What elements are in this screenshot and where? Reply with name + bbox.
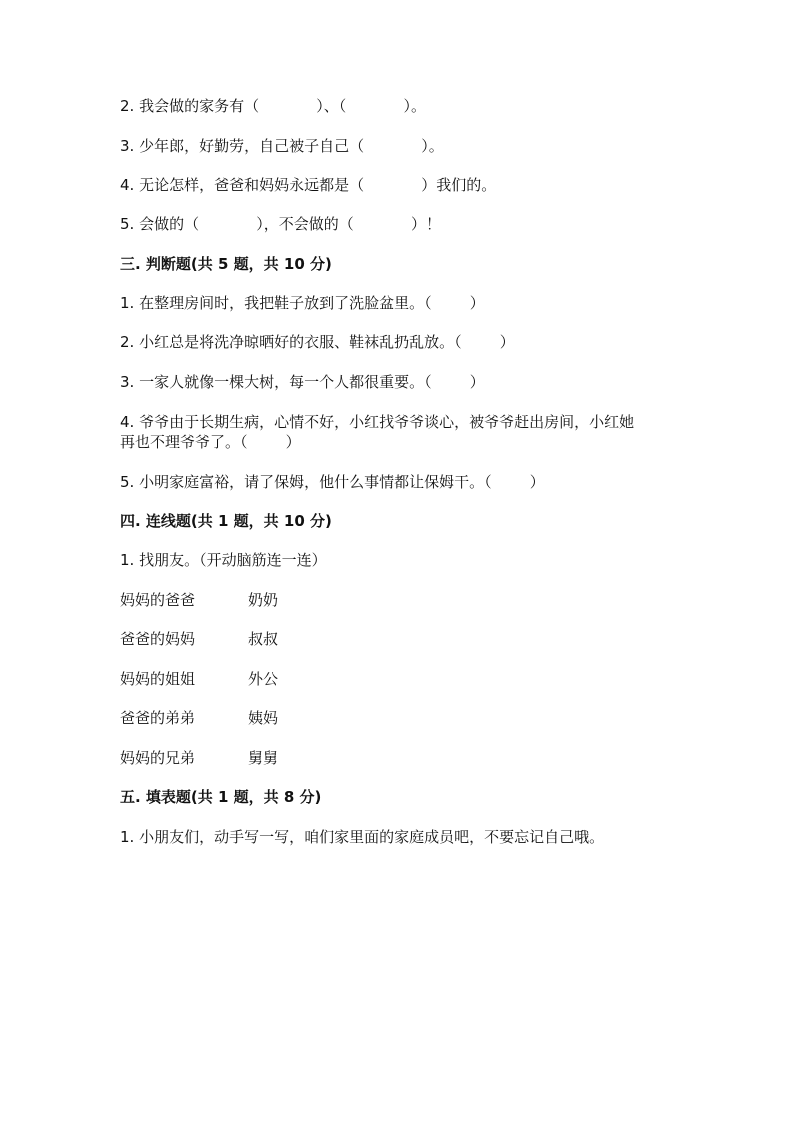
table-question-1: 1. 小朋友们，动手写一写，咱们家里面的家庭成员吧，不要忘记自己哦。 xyxy=(120,828,605,846)
match-right-item: 外公 xyxy=(248,670,279,688)
question-4-parents-love: 4. 无论怎样，爸爸和妈妈永远都是（ ）我们的。 xyxy=(120,176,497,194)
match-left-item: 爸爸的弟弟 xyxy=(120,709,196,727)
matching-question-1: 1. 找朋友。（开动脑筋连一连） xyxy=(120,551,327,569)
question-3-fold-quilt: 3. 少年郎，好勤劳，自己被子自己（ ）。 xyxy=(120,137,444,155)
match-left-item: 妈妈的爸爸 xyxy=(120,591,196,609)
true-false-question-4-line-1: 4. 爷爷由于长期生病，心情不好，小红找爷爷谈心，被爷爷赶出房间，小红她 xyxy=(120,413,635,431)
match-right-item: 奶奶 xyxy=(248,591,279,609)
true-false-question-5: 5. 小明家庭富裕，请了保姆，他什么事情都让保姆干。（ ） xyxy=(120,473,545,491)
match-left-item: 爸爸的妈妈 xyxy=(120,630,196,648)
match-left-item: 妈妈的兄弟 xyxy=(120,749,196,767)
true-false-question-3: 3. 一家人就像一棵大树，每一个人都很重要。（ ） xyxy=(120,373,485,391)
match-right-item: 姨妈 xyxy=(248,709,279,727)
question-2-household-chores: 2. 我会做的家务有（ ）、（ ）。 xyxy=(120,97,427,115)
match-right-item: 叔叔 xyxy=(248,630,279,648)
section-4-heading: 四. 连线题(共 1 题，共 10 分) xyxy=(120,512,332,530)
match-right-item: 舅舅 xyxy=(248,749,279,767)
true-false-question-1: 1. 在整理房间时，我把鞋子放到了洗脸盆里。（ ） xyxy=(120,294,485,312)
section-5-heading: 五. 填表题(共 1 题，共 8 分) xyxy=(120,788,322,806)
true-false-question-4-line-2: 再也不理爷爷了。（ ） xyxy=(120,433,301,451)
true-false-question-2: 2. 小红总是将洗净晾晒好的衣服、鞋袜乱扔乱放。（ ） xyxy=(120,333,515,351)
match-left-item: 妈妈的姐姐 xyxy=(120,670,196,688)
section-3-heading: 三. 判断题(共 5 题，共 10 分) xyxy=(120,255,332,273)
question-5-can-do: 5. 会做的（ ），不会做的（ ）！ xyxy=(120,215,442,233)
